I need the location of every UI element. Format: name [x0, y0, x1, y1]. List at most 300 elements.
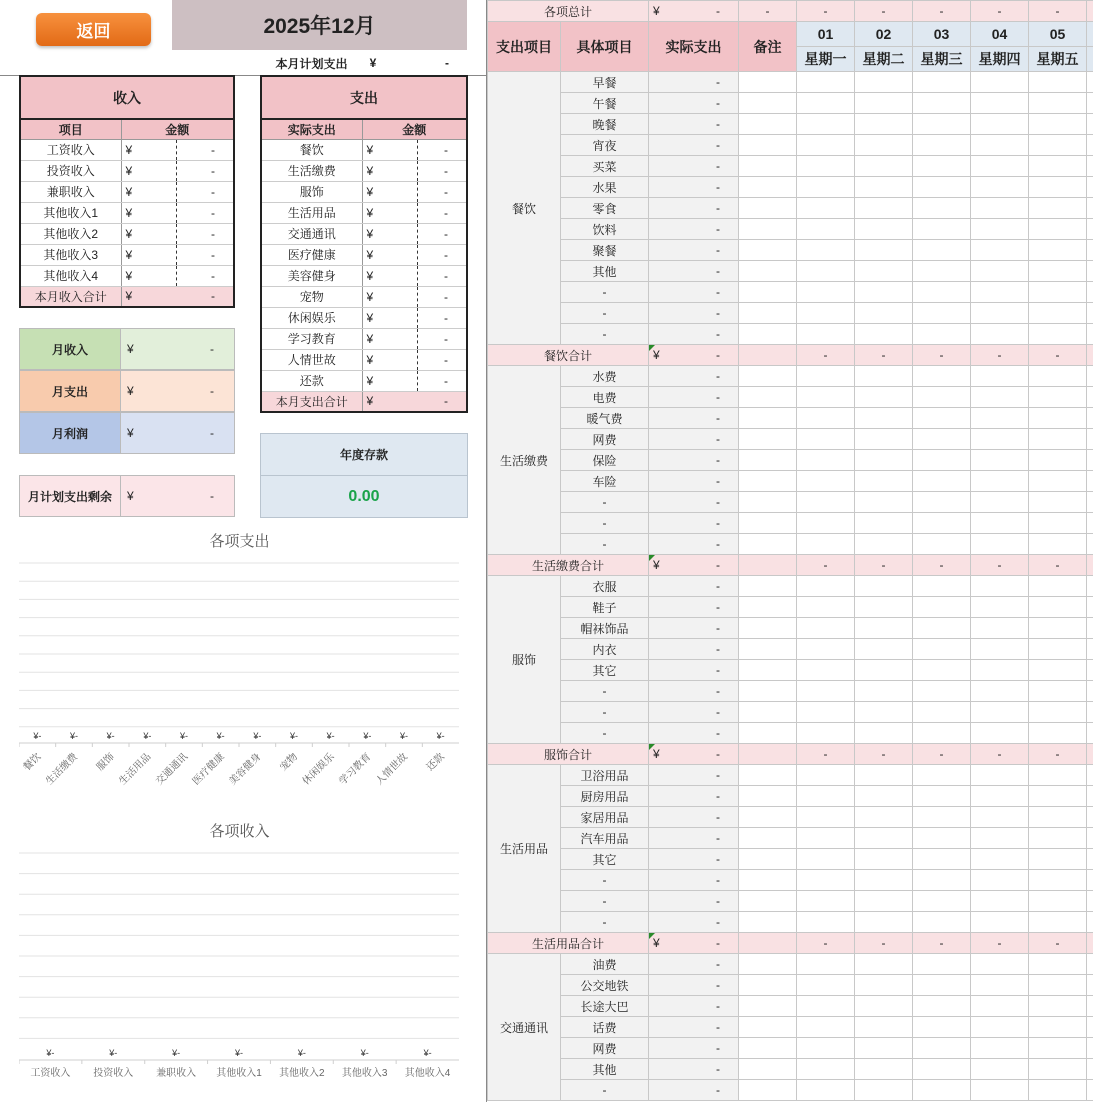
note-cell[interactable]	[739, 93, 797, 114]
expense-row-amount[interactable]: -	[417, 181, 467, 202]
note-cell[interactable]	[739, 471, 797, 492]
day-amount-cell[interactable]	[1087, 534, 1093, 555]
item-name-cell[interactable]: 晚餐	[561, 114, 649, 135]
day-amount-cell[interactable]	[971, 219, 1029, 240]
day-amount-cell[interactable]	[855, 177, 913, 198]
day-amount-cell[interactable]	[855, 282, 913, 303]
day-amount-cell[interactable]	[1087, 702, 1093, 723]
day-amount-cell[interactable]	[1087, 492, 1093, 513]
day-amount-cell[interactable]	[855, 912, 913, 933]
day-amount-cell[interactable]	[971, 303, 1029, 324]
day-amount-cell[interactable]	[971, 786, 1029, 807]
day-amount-cell[interactable]	[1029, 219, 1087, 240]
day-amount-cell[interactable]	[971, 1059, 1029, 1080]
day-amount-cell[interactable]	[971, 1038, 1029, 1059]
note-cell[interactable]	[739, 387, 797, 408]
item-name-cell[interactable]: -	[561, 324, 649, 345]
day-amount-cell[interactable]	[913, 156, 971, 177]
day-amount-cell[interactable]	[1087, 723, 1093, 744]
income-row-amount[interactable]: -	[176, 244, 234, 265]
day-amount-cell[interactable]	[797, 177, 855, 198]
note-cell[interactable]	[739, 429, 797, 450]
note-cell[interactable]	[739, 303, 797, 324]
note-cell[interactable]	[739, 660, 797, 681]
day-amount-cell[interactable]	[797, 954, 855, 975]
day-amount-cell[interactable]	[1087, 408, 1093, 429]
day-amount-cell[interactable]	[797, 429, 855, 450]
day-amount-cell[interactable]	[1087, 765, 1093, 786]
day-amount-cell[interactable]	[797, 597, 855, 618]
day-amount-cell[interactable]	[1087, 807, 1093, 828]
day-amount-cell[interactable]	[913, 891, 971, 912]
day-amount-cell[interactable]	[797, 639, 855, 660]
day-amount-cell[interactable]	[1029, 975, 1087, 996]
day-amount-cell[interactable]	[797, 72, 855, 93]
day-amount-cell[interactable]	[1029, 639, 1087, 660]
day-amount-cell[interactable]	[797, 975, 855, 996]
day-amount-cell[interactable]	[855, 1038, 913, 1059]
day-amount-cell[interactable]	[913, 534, 971, 555]
day-amount-cell[interactable]	[1029, 471, 1087, 492]
day-amount-cell[interactable]	[913, 660, 971, 681]
day-amount-cell[interactable]	[797, 240, 855, 261]
day-amount-cell[interactable]	[971, 1017, 1029, 1038]
day-amount-cell[interactable]	[913, 450, 971, 471]
day-amount-cell[interactable]	[855, 219, 913, 240]
day-amount-cell[interactable]	[971, 366, 1029, 387]
expense-row-amount[interactable]: -	[417, 307, 467, 328]
day-amount-cell[interactable]	[855, 240, 913, 261]
day-amount-cell[interactable]	[797, 366, 855, 387]
day-amount-cell[interactable]	[913, 954, 971, 975]
note-cell[interactable]	[739, 1080, 797, 1101]
day-amount-cell[interactable]	[1029, 912, 1087, 933]
day-amount-cell[interactable]	[1087, 849, 1093, 870]
day-amount-cell[interactable]	[1087, 576, 1093, 597]
day-amount-cell[interactable]	[971, 177, 1029, 198]
note-cell[interactable]	[739, 72, 797, 93]
day-amount-cell[interactable]	[971, 261, 1029, 282]
day-amount-cell[interactable]	[1087, 597, 1093, 618]
day-amount-cell[interactable]	[797, 912, 855, 933]
day-amount-cell[interactable]	[1087, 870, 1093, 891]
note-cell[interactable]	[739, 849, 797, 870]
day-amount-cell[interactable]	[797, 870, 855, 891]
expense-row-amount[interactable]: -	[417, 244, 467, 265]
day-amount-cell[interactable]	[1029, 156, 1087, 177]
day-amount-cell[interactable]	[971, 912, 1029, 933]
day-amount-cell[interactable]	[913, 1059, 971, 1080]
note-cell[interactable]	[739, 240, 797, 261]
expense-row-amount[interactable]: -	[417, 349, 467, 370]
item-name-cell[interactable]: -	[561, 534, 649, 555]
item-name-cell[interactable]: -	[561, 303, 649, 324]
day-amount-cell[interactable]	[855, 660, 913, 681]
note-cell[interactable]	[739, 576, 797, 597]
day-amount-cell[interactable]	[855, 975, 913, 996]
day-amount-cell[interactable]	[913, 429, 971, 450]
day-amount-cell[interactable]	[1087, 303, 1093, 324]
day-amount-cell[interactable]	[913, 135, 971, 156]
day-amount-cell[interactable]	[855, 93, 913, 114]
day-amount-cell[interactable]	[1029, 282, 1087, 303]
day-amount-cell[interactable]	[797, 723, 855, 744]
item-name-cell[interactable]: 鞋子	[561, 597, 649, 618]
day-amount-cell[interactable]	[971, 1080, 1029, 1101]
note-cell[interactable]	[739, 261, 797, 282]
day-amount-cell[interactable]	[1029, 492, 1087, 513]
day-amount-cell[interactable]	[1029, 1059, 1087, 1080]
item-name-cell[interactable]: -	[561, 870, 649, 891]
item-name-cell[interactable]: 长途大巴	[561, 996, 649, 1017]
day-amount-cell[interactable]	[1029, 387, 1087, 408]
day-amount-cell[interactable]	[971, 387, 1029, 408]
day-amount-cell[interactable]	[1029, 618, 1087, 639]
day-amount-cell[interactable]	[855, 618, 913, 639]
item-name-cell[interactable]: 其他	[561, 1059, 649, 1080]
day-amount-cell[interactable]	[971, 240, 1029, 261]
day-amount-cell[interactable]	[1029, 93, 1087, 114]
item-name-cell[interactable]: 零食	[561, 198, 649, 219]
note-cell[interactable]	[739, 639, 797, 660]
day-amount-cell[interactable]	[855, 891, 913, 912]
day-amount-cell[interactable]	[1029, 1038, 1087, 1059]
note-cell[interactable]	[739, 807, 797, 828]
day-amount-cell[interactable]	[913, 807, 971, 828]
day-amount-cell[interactable]	[797, 1038, 855, 1059]
note-cell[interactable]	[739, 408, 797, 429]
note-cell[interactable]	[739, 450, 797, 471]
day-amount-cell[interactable]	[855, 870, 913, 891]
note-cell[interactable]	[739, 135, 797, 156]
day-amount-cell[interactable]	[1087, 93, 1093, 114]
item-name-cell[interactable]: -	[561, 723, 649, 744]
day-amount-cell[interactable]	[855, 114, 913, 135]
expense-row-amount[interactable]: -	[417, 328, 467, 349]
day-amount-cell[interactable]	[1087, 261, 1093, 282]
day-amount-cell[interactable]	[1087, 324, 1093, 345]
day-amount-cell[interactable]	[913, 282, 971, 303]
day-amount-cell[interactable]	[913, 408, 971, 429]
day-amount-cell[interactable]	[1029, 702, 1087, 723]
day-amount-cell[interactable]	[797, 681, 855, 702]
note-cell[interactable]	[739, 366, 797, 387]
day-amount-cell[interactable]	[1087, 681, 1093, 702]
item-name-cell[interactable]: 水果	[561, 177, 649, 198]
day-amount-cell[interactable]	[1029, 324, 1087, 345]
day-amount-cell[interactable]	[855, 387, 913, 408]
day-amount-cell[interactable]	[913, 261, 971, 282]
day-amount-cell[interactable]	[1029, 177, 1087, 198]
item-name-cell[interactable]: 其它	[561, 849, 649, 870]
day-amount-cell[interactable]	[1029, 261, 1087, 282]
note-cell[interactable]	[739, 681, 797, 702]
day-amount-cell[interactable]	[913, 492, 971, 513]
day-amount-cell[interactable]	[855, 408, 913, 429]
day-amount-cell[interactable]	[971, 765, 1029, 786]
day-amount-cell[interactable]	[1087, 450, 1093, 471]
note-cell[interactable]	[739, 765, 797, 786]
day-amount-cell[interactable]	[1087, 177, 1093, 198]
expense-row-amount[interactable]: -	[417, 223, 467, 244]
note-cell[interactable]	[739, 1038, 797, 1059]
item-name-cell[interactable]: -	[561, 513, 649, 534]
day-amount-cell[interactable]	[913, 597, 971, 618]
item-name-cell[interactable]: 公交地铁	[561, 975, 649, 996]
item-name-cell[interactable]: 水费	[561, 366, 649, 387]
day-amount-cell[interactable]	[797, 891, 855, 912]
day-amount-cell[interactable]	[855, 954, 913, 975]
item-name-cell[interactable]: 卫浴用品	[561, 765, 649, 786]
day-amount-cell[interactable]	[971, 807, 1029, 828]
day-amount-cell[interactable]	[855, 198, 913, 219]
item-name-cell[interactable]: 衣服	[561, 576, 649, 597]
day-amount-cell[interactable]	[1087, 471, 1093, 492]
day-amount-cell[interactable]	[855, 261, 913, 282]
day-amount-cell[interactable]	[913, 639, 971, 660]
expense-row-amount[interactable]: -	[417, 370, 467, 391]
day-amount-cell[interactable]	[855, 429, 913, 450]
day-amount-cell[interactable]	[855, 1059, 913, 1080]
item-name-cell[interactable]: 早餐	[561, 72, 649, 93]
day-amount-cell[interactable]	[1029, 828, 1087, 849]
day-amount-cell[interactable]	[913, 723, 971, 744]
day-amount-cell[interactable]	[1087, 387, 1093, 408]
day-amount-cell[interactable]	[971, 93, 1029, 114]
note-cell[interactable]	[739, 534, 797, 555]
day-amount-cell[interactable]	[1029, 429, 1087, 450]
item-name-cell[interactable]: 午餐	[561, 93, 649, 114]
day-amount-cell[interactable]	[797, 471, 855, 492]
day-amount-cell[interactable]	[913, 975, 971, 996]
day-amount-cell[interactable]	[1087, 198, 1093, 219]
day-amount-cell[interactable]	[913, 702, 971, 723]
day-amount-cell[interactable]	[855, 156, 913, 177]
day-amount-cell[interactable]	[855, 450, 913, 471]
item-name-cell[interactable]: 厨房用品	[561, 786, 649, 807]
day-amount-cell[interactable]	[1029, 576, 1087, 597]
item-name-cell[interactable]: -	[561, 282, 649, 303]
day-amount-cell[interactable]	[797, 408, 855, 429]
day-amount-cell[interactable]	[1029, 681, 1087, 702]
expense-row-amount[interactable]: -	[417, 202, 467, 223]
day-amount-cell[interactable]	[797, 93, 855, 114]
day-amount-cell[interactable]	[797, 513, 855, 534]
item-name-cell[interactable]: -	[561, 891, 649, 912]
item-name-cell[interactable]: 网费	[561, 1038, 649, 1059]
day-amount-cell[interactable]	[913, 765, 971, 786]
day-amount-cell[interactable]	[855, 765, 913, 786]
day-amount-cell[interactable]	[797, 282, 855, 303]
day-amount-cell[interactable]	[971, 828, 1029, 849]
day-amount-cell[interactable]	[797, 156, 855, 177]
day-amount-cell[interactable]	[1029, 1080, 1087, 1101]
day-amount-cell[interactable]	[971, 135, 1029, 156]
item-name-cell[interactable]: 暖气费	[561, 408, 649, 429]
note-cell[interactable]	[739, 1017, 797, 1038]
item-name-cell[interactable]: 其他	[561, 261, 649, 282]
day-amount-cell[interactable]	[855, 996, 913, 1017]
day-amount-cell[interactable]	[797, 996, 855, 1017]
day-amount-cell[interactable]	[1087, 639, 1093, 660]
income-row-amount[interactable]: -	[176, 202, 234, 223]
day-amount-cell[interactable]	[855, 534, 913, 555]
day-amount-cell[interactable]	[1087, 996, 1093, 1017]
item-name-cell[interactable]: -	[561, 681, 649, 702]
item-name-cell[interactable]: -	[561, 912, 649, 933]
day-amount-cell[interactable]	[1087, 135, 1093, 156]
income-row-amount[interactable]: -	[176, 160, 234, 181]
item-name-cell[interactable]: 其它	[561, 660, 649, 681]
note-cell[interactable]	[739, 786, 797, 807]
day-amount-cell[interactable]	[855, 723, 913, 744]
day-amount-cell[interactable]	[913, 1038, 971, 1059]
day-amount-cell[interactable]	[797, 324, 855, 345]
day-amount-cell[interactable]	[1087, 156, 1093, 177]
day-amount-cell[interactable]	[797, 786, 855, 807]
day-amount-cell[interactable]	[1029, 786, 1087, 807]
day-amount-cell[interactable]	[1087, 660, 1093, 681]
day-amount-cell[interactable]	[797, 261, 855, 282]
day-amount-cell[interactable]	[1029, 240, 1087, 261]
day-amount-cell[interactable]	[913, 303, 971, 324]
item-name-cell[interactable]: 聚餐	[561, 240, 649, 261]
day-amount-cell[interactable]	[971, 492, 1029, 513]
note-cell[interactable]	[739, 618, 797, 639]
day-amount-cell[interactable]	[1087, 72, 1093, 93]
day-amount-cell[interactable]	[913, 828, 971, 849]
day-amount-cell[interactable]	[1087, 219, 1093, 240]
day-amount-cell[interactable]	[797, 618, 855, 639]
day-amount-cell[interactable]	[855, 702, 913, 723]
day-amount-cell[interactable]	[1087, 975, 1093, 996]
day-amount-cell[interactable]	[855, 1080, 913, 1101]
day-amount-cell[interactable]	[797, 534, 855, 555]
day-amount-cell[interactable]	[855, 492, 913, 513]
day-amount-cell[interactable]	[1087, 429, 1093, 450]
note-cell[interactable]	[739, 723, 797, 744]
day-amount-cell[interactable]	[855, 807, 913, 828]
day-amount-cell[interactable]	[971, 408, 1029, 429]
day-amount-cell[interactable]	[1029, 660, 1087, 681]
day-amount-cell[interactable]	[971, 681, 1029, 702]
day-amount-cell[interactable]	[913, 72, 971, 93]
day-amount-cell[interactable]	[1087, 912, 1093, 933]
day-amount-cell[interactable]	[797, 828, 855, 849]
note-cell[interactable]	[739, 912, 797, 933]
day-amount-cell[interactable]	[855, 828, 913, 849]
day-amount-cell[interactable]	[971, 723, 1029, 744]
day-amount-cell[interactable]	[971, 114, 1029, 135]
day-amount-cell[interactable]	[1029, 954, 1087, 975]
day-amount-cell[interactable]	[1087, 1017, 1093, 1038]
day-amount-cell[interactable]	[797, 849, 855, 870]
note-cell[interactable]	[739, 870, 797, 891]
day-amount-cell[interactable]	[971, 849, 1029, 870]
day-amount-cell[interactable]	[855, 849, 913, 870]
day-amount-cell[interactable]	[1029, 849, 1087, 870]
item-name-cell[interactable]: 宵夜	[561, 135, 649, 156]
income-row-amount[interactable]: -	[176, 223, 234, 244]
day-amount-cell[interactable]	[971, 534, 1029, 555]
day-amount-cell[interactable]	[1087, 618, 1093, 639]
day-amount-cell[interactable]	[1029, 366, 1087, 387]
note-cell[interactable]	[739, 513, 797, 534]
item-name-cell[interactable]: 车险	[561, 471, 649, 492]
day-amount-cell[interactable]	[1029, 450, 1087, 471]
note-cell[interactable]	[739, 492, 797, 513]
item-name-cell[interactable]: 汽车用品	[561, 828, 649, 849]
note-cell[interactable]	[739, 324, 797, 345]
note-cell[interactable]	[739, 1059, 797, 1080]
day-amount-cell[interactable]	[797, 219, 855, 240]
day-amount-cell[interactable]	[971, 282, 1029, 303]
day-amount-cell[interactable]	[913, 996, 971, 1017]
note-cell[interactable]	[739, 828, 797, 849]
back-button[interactable]: 返回	[36, 13, 151, 46]
day-amount-cell[interactable]	[1087, 240, 1093, 261]
note-cell[interactable]	[739, 597, 797, 618]
item-name-cell[interactable]: 话费	[561, 1017, 649, 1038]
day-amount-cell[interactable]	[913, 681, 971, 702]
day-amount-cell[interactable]	[971, 891, 1029, 912]
day-amount-cell[interactable]	[913, 849, 971, 870]
day-amount-cell[interactable]	[855, 576, 913, 597]
day-amount-cell[interactable]	[971, 324, 1029, 345]
day-amount-cell[interactable]	[913, 114, 971, 135]
item-name-cell[interactable]: 网费	[561, 429, 649, 450]
day-amount-cell[interactable]	[971, 639, 1029, 660]
day-amount-cell[interactable]	[913, 870, 971, 891]
note-cell[interactable]	[739, 198, 797, 219]
day-amount-cell[interactable]	[1029, 597, 1087, 618]
day-amount-cell[interactable]	[797, 1059, 855, 1080]
item-name-cell[interactable]: 饮料	[561, 219, 649, 240]
planned-spending-value[interactable]: -	[445, 56, 449, 70]
day-amount-cell[interactable]	[797, 807, 855, 828]
day-amount-cell[interactable]	[797, 114, 855, 135]
day-amount-cell[interactable]	[1029, 198, 1087, 219]
day-amount-cell[interactable]	[1087, 1059, 1093, 1080]
day-amount-cell[interactable]	[855, 786, 913, 807]
day-amount-cell[interactable]	[1087, 1038, 1093, 1059]
note-cell[interactable]	[739, 996, 797, 1017]
day-amount-cell[interactable]	[913, 786, 971, 807]
day-amount-cell[interactable]	[797, 576, 855, 597]
day-amount-cell[interactable]	[913, 618, 971, 639]
day-amount-cell[interactable]	[971, 72, 1029, 93]
item-name-cell[interactable]: -	[561, 492, 649, 513]
day-amount-cell[interactable]	[1087, 954, 1093, 975]
day-amount-cell[interactable]	[1029, 723, 1087, 744]
income-row-amount[interactable]: -	[176, 265, 234, 286]
item-name-cell[interactable]: 油费	[561, 954, 649, 975]
day-amount-cell[interactable]	[855, 513, 913, 534]
day-amount-cell[interactable]	[913, 576, 971, 597]
item-name-cell[interactable]: 家居用品	[561, 807, 649, 828]
day-amount-cell[interactable]	[855, 324, 913, 345]
day-amount-cell[interactable]	[913, 219, 971, 240]
day-amount-cell[interactable]	[913, 471, 971, 492]
day-amount-cell[interactable]	[1029, 72, 1087, 93]
day-amount-cell[interactable]	[1029, 114, 1087, 135]
day-amount-cell[interactable]	[971, 660, 1029, 681]
day-amount-cell[interactable]	[913, 387, 971, 408]
day-amount-cell[interactable]	[1087, 891, 1093, 912]
day-amount-cell[interactable]	[855, 72, 913, 93]
day-amount-cell[interactable]	[971, 996, 1029, 1017]
note-cell[interactable]	[739, 156, 797, 177]
